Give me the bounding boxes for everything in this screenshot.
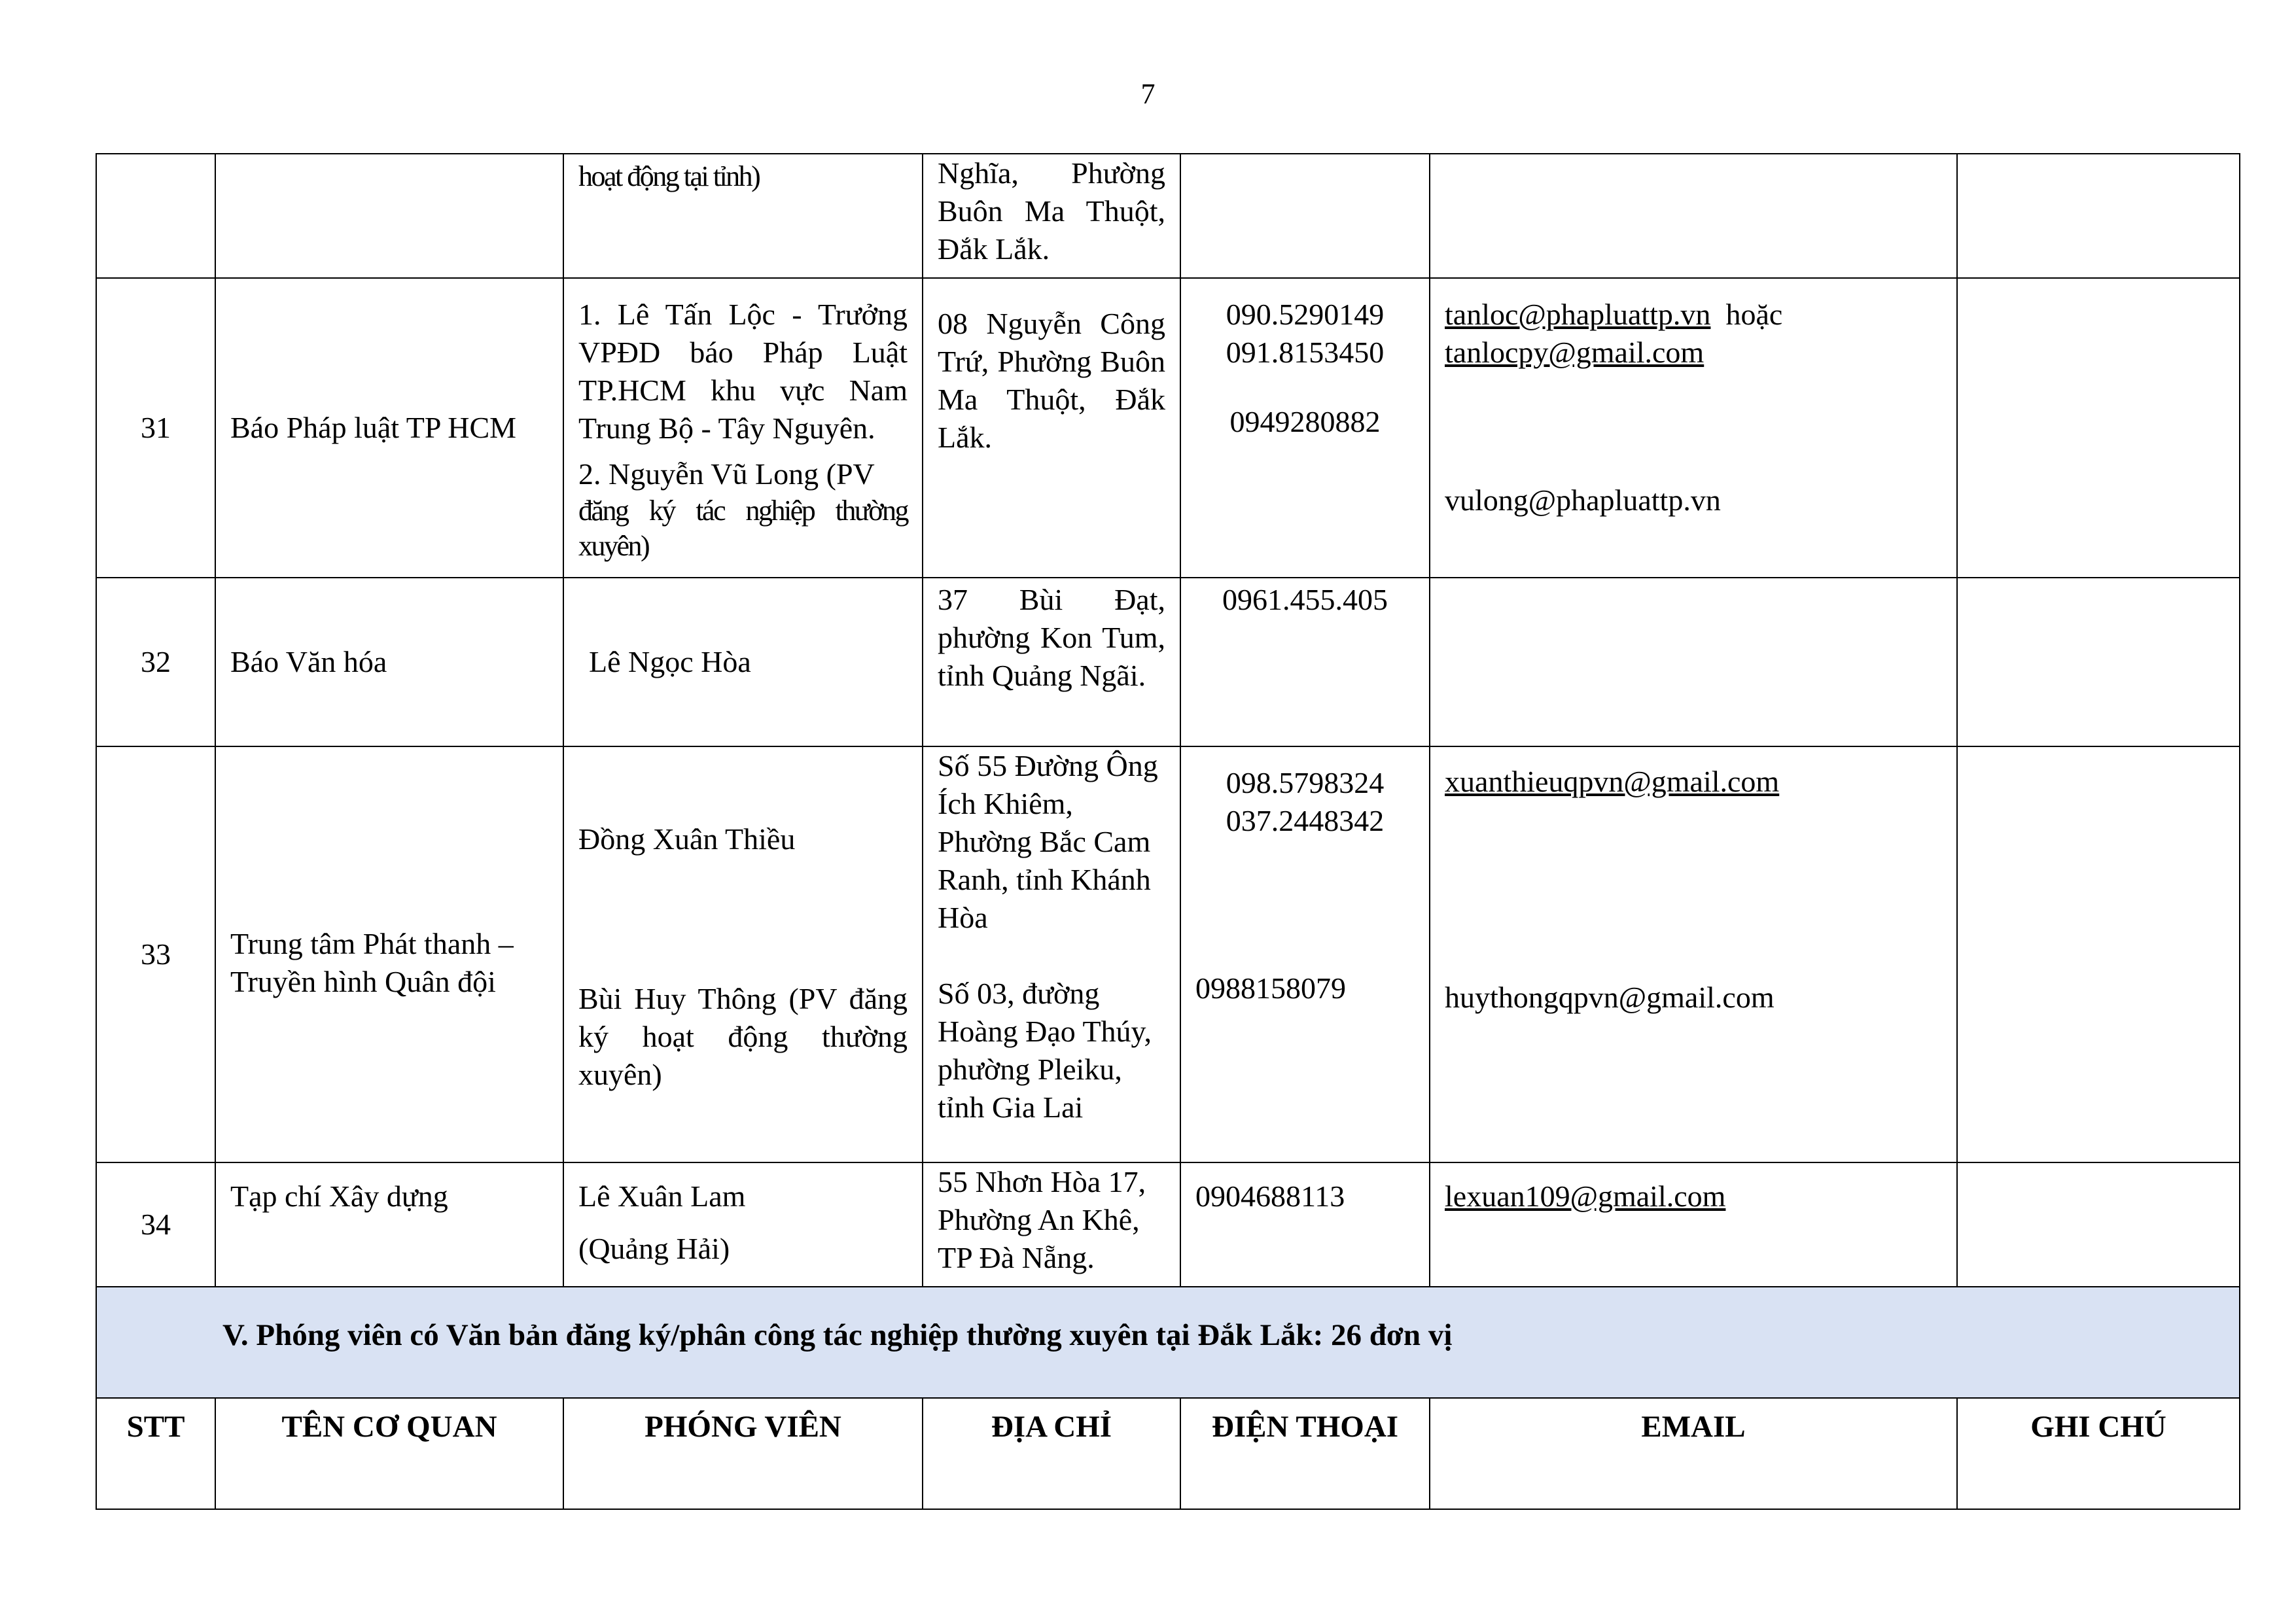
header-note: GHI CHÚ (1957, 1398, 2240, 1509)
email-or-text: hoặc (1725, 298, 1783, 331)
agency-cell: Báo Văn hóa (215, 578, 563, 746)
reporter-name: 1. Lê Tấn Lộc - Trưởng VPĐD báo Pháp Luật TP.HCM khu vực Nam Trung Bộ - Tây Nguyên. (578, 298, 908, 445)
stt-cell: 34 (96, 1162, 215, 1287)
table-row (96, 1162, 2240, 1287)
reporter-name: 2. Nguyễn Vũ Long (PV (578, 457, 875, 491)
note-cell (1957, 154, 2240, 278)
table-row (96, 578, 2240, 746)
reporter-cell (563, 1162, 923, 1287)
phone-number: 0988158079 (1195, 971, 1346, 1005)
email-link[interactable]: tanloc@phapluattp.vn (1445, 298, 1711, 331)
address-cell: 55 Nhơn Hòa 17, Phường An Khê, TP Đà Nẵng. (923, 1162, 1180, 1287)
phone-number: 0949280882 (1229, 405, 1381, 438)
page-number: 7 (1140, 78, 1156, 110)
phone-cell: 0904688113 (1180, 1162, 1430, 1287)
agency-cell: Trung tâm Phát thanh – Truyền hình Quân đội (215, 746, 563, 1162)
reporter-name: Bùi Huy Thông (PV đăng ký hoạt động thường xuyên) (578, 982, 908, 1091)
phone-cell (1180, 278, 1430, 578)
agency-cell (215, 154, 563, 278)
email-cell (1430, 154, 1957, 278)
email-link[interactable]: tanlocpy@gmail.com (1445, 336, 1704, 369)
header-reporter: PHÓNG VIÊN (563, 1398, 923, 1509)
phone-cell (1180, 154, 1430, 278)
phone-number: 090.5290149 (1226, 298, 1385, 331)
address-cell: 37 Bùi Đạt, phường Kon Tum, tỉnh Quảng Ngãi. (923, 578, 1180, 746)
email-cell (1430, 746, 1957, 1162)
address-cell: Nghĩa, Phường Buôn Ma Thuột, Đắk Lắk. (923, 154, 1180, 278)
reporter-cell: Lê Ngọc Hòa (563, 578, 923, 746)
email-text: vulong@phapluattp.vn (1445, 483, 1721, 517)
note-cell (1957, 746, 2240, 1162)
email-cell (1430, 578, 1957, 746)
reporter-note: đăng ký tác nghiệp thường xuyên) (578, 495, 908, 562)
phone-cell (1180, 746, 1430, 1162)
reporter-cell (563, 278, 923, 578)
stt-cell: 31 (96, 278, 215, 578)
stt-cell: 32 (96, 578, 215, 746)
table-row (96, 154, 2240, 278)
stt-cell: 33 (96, 746, 215, 1162)
table-row (96, 746, 2240, 1162)
address-cell (923, 746, 1180, 1162)
agency-cell: Báo Pháp luật TP HCM (215, 278, 563, 578)
header-email: EMAIL (1430, 1398, 1957, 1509)
reporter-name: Đồng Xuân Thiều (578, 822, 796, 856)
email-text: huythongqpvn@gmail.com (1445, 981, 1775, 1014)
note-cell (1957, 578, 2240, 746)
section-title: V. Phóng viên có Văn bản đăng ký/phân công tác nghiệp thường xuyên tại Đắk Lắk: 26 đơn vị (222, 1318, 1453, 1352)
email-cell (1430, 1162, 1957, 1287)
table-header-row (96, 1398, 2240, 1509)
address-text: Số 03, đường Hoàng Đạo Thúy, phường Pleiku, tỉnh Gia Lai (938, 977, 1152, 1124)
phone-number: 091.8153450 (1226, 336, 1385, 369)
email-cell (1430, 278, 1957, 578)
header-agency: TÊN CƠ QUAN (215, 1398, 563, 1509)
phone-number: 098.5798324 (1226, 766, 1385, 799)
reporter-cell (563, 154, 923, 278)
address-cell: 08 Nguyễn Công Trứ, Phường Buôn Ma Thuột, Đắk Lắk. (923, 278, 1180, 578)
header-phone: ĐIỆN THOẠI (1180, 1398, 1430, 1509)
stt-cell (96, 154, 215, 278)
reporter-note: hoạt động tại tỉnh) (578, 160, 760, 192)
reporter-name: Lê Xuân Lam (578, 1179, 746, 1213)
press-contact-table (96, 153, 2240, 1510)
note-cell (1957, 1162, 2240, 1287)
email-link[interactable]: lexuan109@gmail.com (1445, 1179, 1726, 1213)
reporter-cell (563, 746, 923, 1162)
phone-cell: 0961.455.405 (1180, 578, 1430, 746)
header-stt: STT (96, 1398, 215, 1509)
table-row (96, 278, 2240, 578)
email-link[interactable]: xuanthieuqpvn@gmail.com (1445, 765, 1780, 798)
section-row (96, 1287, 2240, 1398)
reporter-note: (Quảng Hải) (578, 1232, 730, 1265)
agency-cell: Tạp chí Xây dựng (215, 1162, 563, 1287)
note-cell (1957, 278, 2240, 578)
phone-number: 037.2448342 (1226, 804, 1385, 837)
section-title-cell (96, 1287, 2240, 1398)
header-address: ĐỊA CHỈ (923, 1398, 1180, 1509)
address-text: Số 55 Đường Ông Ích Khiêm, Phường Bắc Cam Ranh, tỉnh Khánh Hòa (938, 749, 1158, 934)
